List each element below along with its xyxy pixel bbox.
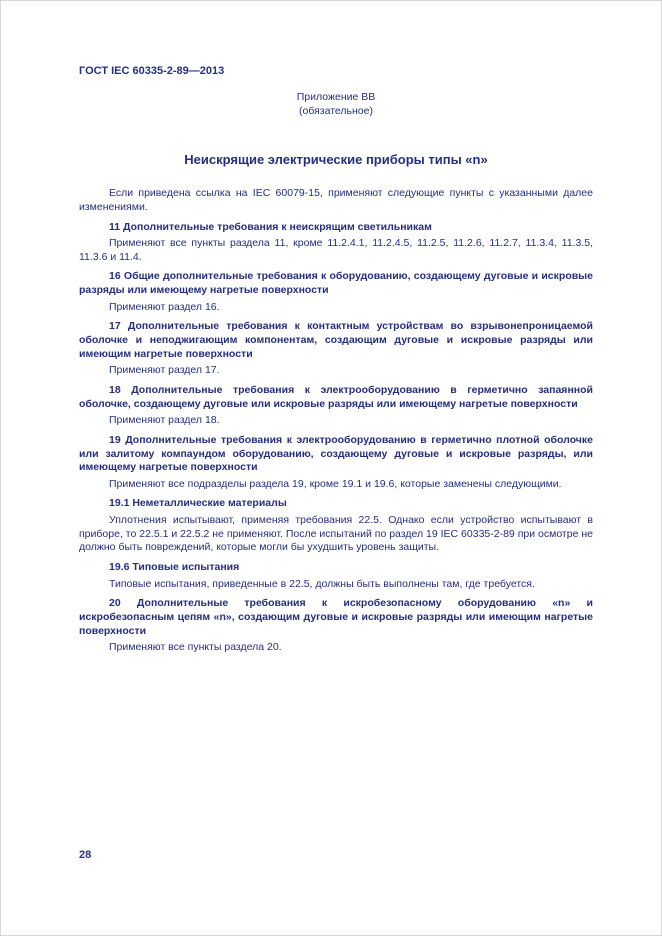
section-heading: 11 Дополнительные требования к неискрящим светильникам xyxy=(109,220,432,233)
section-heading: 18 Дополнительные требования к электрооборудованию в герметично запаянной оболочке, создающему дуговые или искровые разряды или имеющему нагретые поверхности xyxy=(79,383,593,410)
section-17 xyxy=(79,320,593,378)
section-20 xyxy=(79,597,593,655)
annex-label: Приложение ВВ xyxy=(296,91,376,103)
section-body: Применяют раздел 17. xyxy=(109,364,220,377)
section-heading: 16 Общие дополнительные требования к оборудованию, создающему дуговые и искровые разряды или имеющему нагретые поверхности xyxy=(79,270,593,297)
page-content xyxy=(79,65,593,658)
section-heading: 19.1 Неметаллические материалы xyxy=(109,497,287,510)
section-heading: 17 Дополнительные требования к контактным устройствам во взрывонепроницаемой оболочке и неподжигающим компонентам, создающим дуговые и искровые разряды или имеющим нагретые поверхности xyxy=(79,320,593,360)
annex-block xyxy=(79,91,593,118)
section-body: Применяют раздел 16. xyxy=(109,300,220,313)
section-11 xyxy=(79,221,593,265)
section-19-1 xyxy=(79,497,593,555)
section-16 xyxy=(79,270,593,314)
annex-type: (обязательное) xyxy=(299,104,373,117)
section-body: Применяют все пункты раздела 11, кроме 11.2.4.1, 11.2.4.5, 11.2.5, 11.2.6, 11.2.7, 11.3.4, 11.3.5, 11.3.6 и 11.4. xyxy=(79,237,593,263)
page-number: 28 xyxy=(79,849,92,861)
section-body: Уплотнения испытывают, применяя требования 22.5. Однако если устройство испытывают в приборе, то 22.5.1 и 22.5.2 не применяют. После испытаний по раздел 19 IEC 60335-2-89 при осмотре не должно быть повреждений, которые могли бы ухудшить уровень защиты. xyxy=(79,514,593,554)
section-18 xyxy=(79,384,593,428)
section-19-6 xyxy=(79,561,593,591)
intro-paragraph: Если приведена ссылка на IEC 60079-15, применяют следующие пункты с указанными далее изменениями. xyxy=(79,187,593,213)
section-body: Применяют раздел 18. xyxy=(109,414,220,427)
section-body: Типовые испытания, приведенные в 22.5, должны быть выполнены там, где требуется. xyxy=(109,577,535,590)
section-19 xyxy=(79,434,593,492)
section-heading: 19.6 Типовые испытания xyxy=(109,561,240,574)
section-body: Применяют все пункты раздела 20. xyxy=(109,641,282,654)
section-heading: 20 Дополнительные требования к искробезопасному оборудованию «n» и искробезопасным цепям «n», создающим дуговые и искровые разряды или имеющим нагретые поверхности xyxy=(79,597,593,637)
section-heading: 19 Дополнительные требования к электрооборудованию в герметично плотной оболочке или залитому компаундом оборудованию, создающему дуговые и искровые разряды, или имеющему нагретые поверхности xyxy=(79,433,593,474)
standard-designation: ГОСТ IEC 60335-2-89—2013 xyxy=(79,65,225,77)
document-title: Неискрящие электрические приборы типы «n» xyxy=(184,152,488,168)
section-body: Применяют все подразделы раздела 19, кроме 19.1 и 19.6, которые заменены следующими. xyxy=(109,477,562,490)
